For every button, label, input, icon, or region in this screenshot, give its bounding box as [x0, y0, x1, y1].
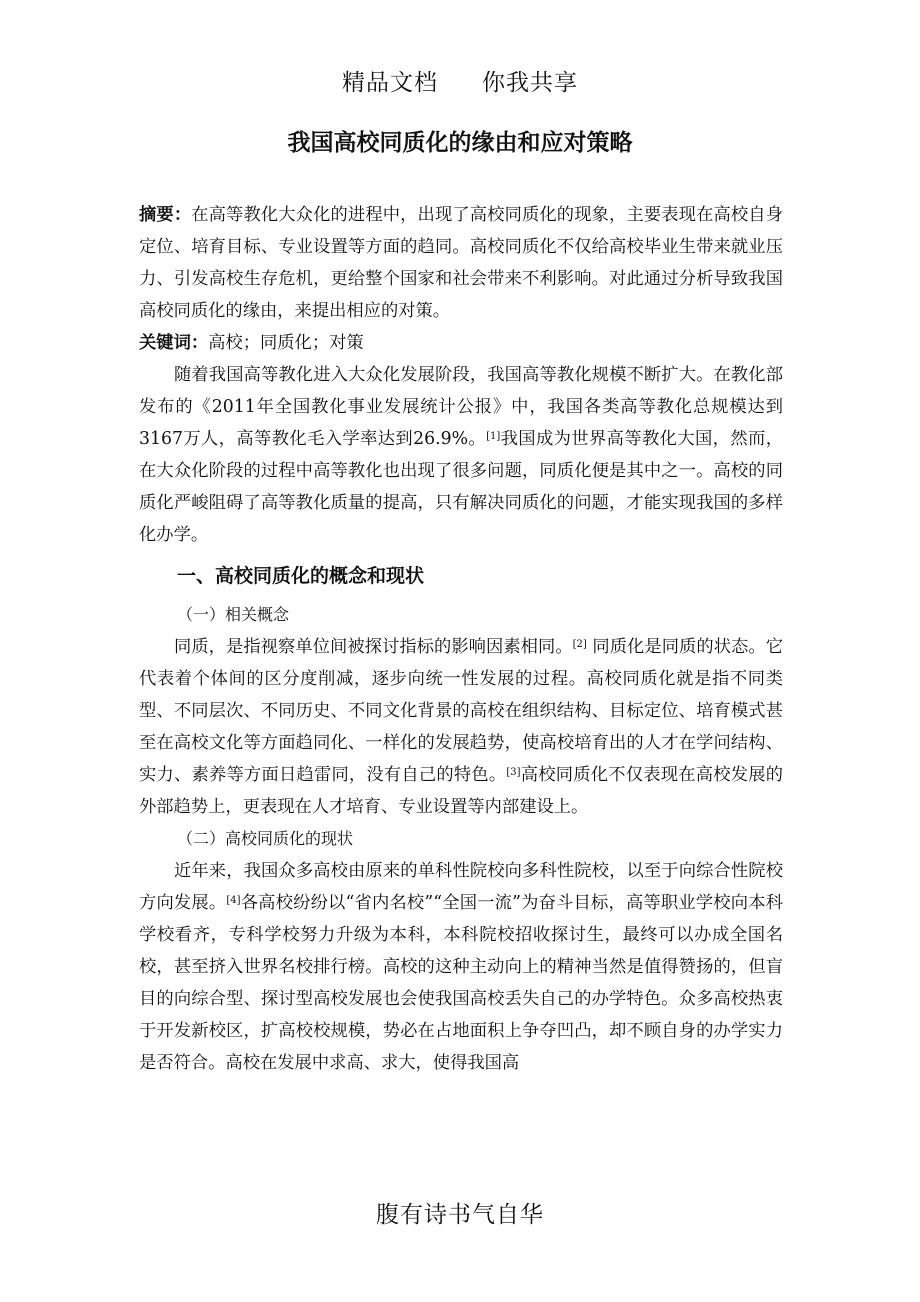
abstract-label: 摘要： [139, 205, 192, 225]
citation-1: [1] [486, 431, 501, 442]
subsection-heading-1: （一）相关概念 [177, 605, 290, 624]
abstract [139, 199, 783, 327]
intro-text-2: 我国成为世界高等教化大国，然而，在大众化阶段的过程中高等教化也出现了很多问题，同质化便是其中之一。高校的同质化严峻阻碍了高等教化质量的提高，只有解决同质化的问题，才能实现我国的多样化办学。 [139, 429, 783, 545]
subsection-heading-2: （二）高校同质化的现状 [177, 829, 354, 848]
keywords-text: 高校；同质化；对策 [208, 333, 364, 353]
section-heading-1: 一、高校同质化的概念和现状 [177, 565, 425, 587]
page-footer: 腹有诗书气自华 [376, 1202, 544, 1228]
header-right-text: 你我共享 [482, 70, 578, 96]
abstract-text: 在高等教化大众化的进程中，出现了高校同质化的现象，主要表现在高校自身定位、培育目标、专业设置等方面的趋同。高校同质化不仅给高校毕业生带来就业压力、引发高校生存危机，更给整个国家和社会带来不利影响。对此通过分析导致我国高校同质化的缘由，来提出相应的对策。 [139, 205, 783, 321]
keywords-label: 关键词： [139, 333, 209, 353]
intro-paragraph [139, 359, 783, 551]
citation-2: [2] [572, 639, 587, 650]
concept-text-3: 高校同质化不仅表现在高校发展的外部趋势上，更表现在人才培育、专业设置等内部建设上。 [139, 765, 783, 817]
page-header [0, 64, 920, 97]
concept-paragraph [139, 631, 783, 823]
intro-text-1: 随着我国高等教化进入大众化发展阶段，我国高等教化规模不断扩大。在教化部发布的《2011年全国教化事业发展统计公报》中，我国各类高等教化总规模达到3167万人，高等教化毛入学率达到26.9%。 [139, 365, 783, 449]
concept-text-1: 同质，是指视察单位间被探讨指标的影响因素相同。 [174, 637, 573, 657]
citation-3: [3] [506, 767, 521, 778]
header-left-text: 精品文档 [342, 70, 438, 96]
status-paragraph [139, 855, 783, 1079]
document-title: 我国高校同质化的缘由和应对策略 [287, 130, 633, 156]
citation-4: [4] [226, 895, 241, 906]
status-text-1: 近年来，我国众多高校由原来的单科性院校向多科性院校，以至于向综合性院校方向发展。 [139, 861, 783, 913]
status-text-2: 各高校纷纷以“省内名校”“全国一流”为奋斗目标，高等职业学校向本科学校看齐，专科学校努力升级为本科，本科院校招收探讨生，最终可以办成全国名校，甚至挤入世界名校排行榜。高校的这种主动向上的精神当然是值得赞扬的，但盲目的向综合型、探讨型高校发展也会使我国高校丢失自己的办学特色。众多高校热衷于开发新校区，扩高校校规模，势必在占地面积上争夺凹凸，却不顾自身的办学实力是否符合。高校在发展中求高、求大，使得我国高 [139, 893, 783, 1073]
document-body [139, 199, 783, 1079]
concept-text-2: 同质化是同质的状态。它代表着个体间的区分度削减，逐步向统一性发展的过程。高校同质化就是指不同类型、不同层次、不同历史、不同文化背景的高校在组织结构、目标定位、培育模式甚至在高校文化等方面趋同化、一样化的发展趋势，使高校培育出的人才在学问结构、实力、素养等方面日趋雷同，没有自己的特色。 [139, 637, 783, 785]
keywords [139, 327, 783, 359]
